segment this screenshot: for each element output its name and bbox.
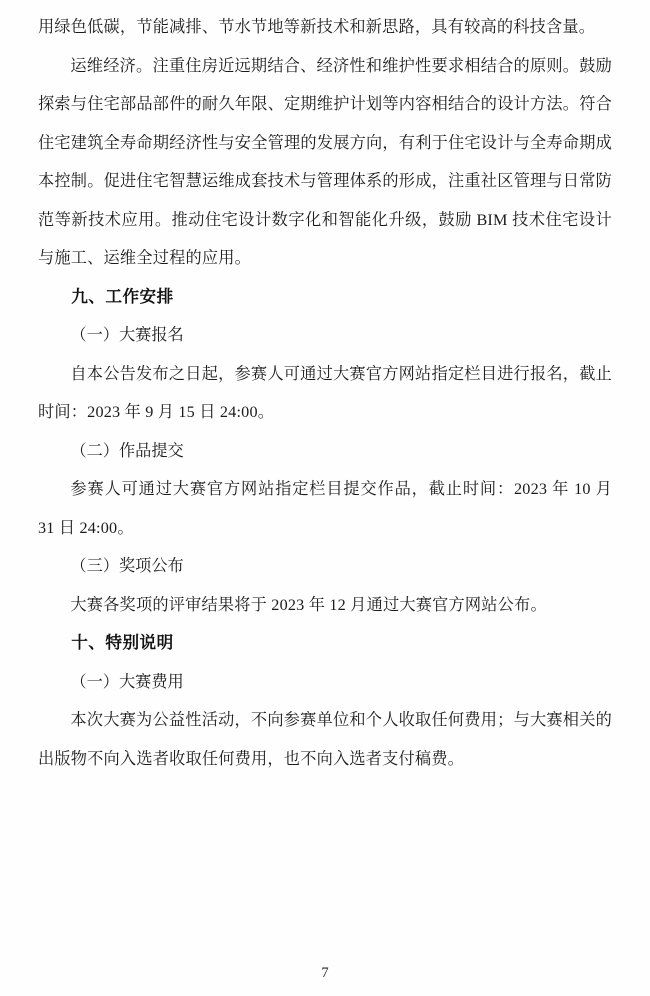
subsection-registration: （一）大赛报名 (70, 326, 184, 344)
section-heading-nine: 九、工作安排 (71, 286, 174, 306)
paragraph-submission-detail: 参赛人可通过大赛官方网站指定栏目提交作品，截止时间：2023 年 10 月 31 日 24:00。 (38, 480, 612, 537)
paragraph-registration-detail: 自本公告发布之日起，参赛人可通过大赛官方网站指定栏目进行报名，截止时间：2023 年 9 月 15 日 24:00。 (38, 364, 612, 421)
subsection-awards-announcement: （三）奖项公布 (70, 557, 184, 575)
section-heading-ten: 十、特别说明 (71, 633, 174, 652)
page-number: 7 (321, 965, 329, 981)
paragraph-fees-detail: 本次大赛为公益性活动，不向参赛单位和个人收取任何费用；与大赛相关的出版物不向入选者收取任何费用，也不向入选者支付稿费。 (38, 711, 612, 768)
subsection-submission: （二）作品提交 (70, 441, 184, 460)
paragraph-awards-detail: 大赛各奖项的评审结果将于 2023 年 12 月通过大赛官方网站公布。 (70, 595, 547, 614)
paragraph-continued: 用绿色低碳，节能减排、节水节地等新技术和新思路，具有较高的科技含量。 (38, 18, 596, 36)
subsection-fees: （一）大赛费用 (70, 672, 184, 691)
paragraph-operation-economy: 运维经济。注重住房近远期结合、经济性和维护性要求相结合的原则。鼓励探索与住宅部品部件的耐久年限、定期维护计划等内容相结合的设计方法。符合住宅建筑全寿命期经济性与安全管理的发展方向，有利于住宅设计与全寿命期成本控制。促进住宅智慧运维成套技术与管理体系的形成，注重社区管理与日常防范等新技术应用。推动住宅设计数字化和智能化升级，鼓励 BIM 技术住宅设计与施工、运维全过程的应用。 (38, 56, 612, 267)
